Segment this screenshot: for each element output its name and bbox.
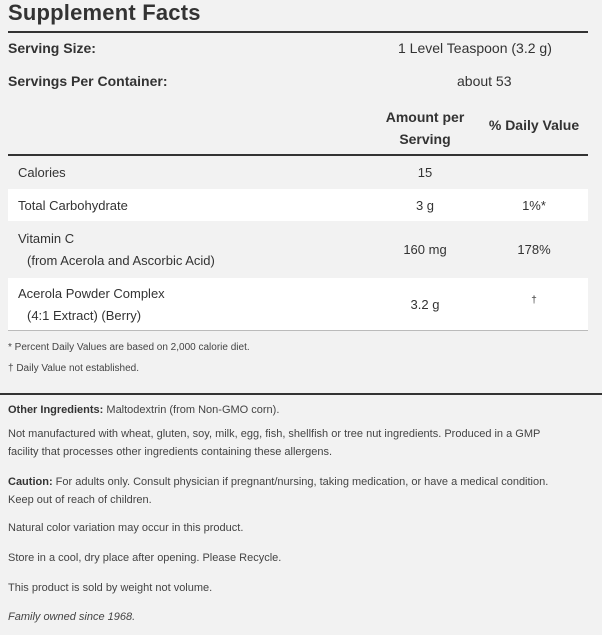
nutrient-amount: 15 [417, 165, 433, 180]
nutrient-daily-value: † [531, 295, 537, 306]
other-ingredients-label: Other Ingredients: [8, 404, 104, 416]
other-ingredients [8, 401, 572, 419]
color-variation-note: Natural color variation may occur in this product. [8, 522, 244, 534]
table-bottom-divider [8, 330, 588, 331]
nutrient-row-vitamin-c [8, 222, 588, 277]
caution-text: For adults only. Consult physician if pregnant/nursing, taking medication, or have a medical condition. Keep out of reach of children. [8, 476, 549, 506]
servings-per-container-row [8, 73, 588, 95]
nutrient-amount: 3.2 g [410, 297, 440, 312]
top-divider [8, 31, 588, 33]
daily-value-header: % Daily Value [488, 117, 580, 133]
nutrient-daily-value: 1%* [522, 198, 546, 213]
caution-label: Caution: [8, 476, 53, 488]
serving-size-row [8, 40, 588, 62]
nutrient-subtext: (from Acerola and Ascorbic Acid) [27, 253, 215, 268]
nutrient-amount: 160 mg [403, 242, 447, 257]
amount-per-serving-header [370, 106, 480, 150]
nutrient-name: Vitamin C [18, 231, 75, 246]
family-owned-text: Family owned since 1968. [8, 611, 136, 623]
nutrient-row-total-carbohydrate [8, 189, 588, 221]
other-ingredients-text: Maltodextrin (from Non-GMO corn). [106, 404, 280, 416]
family-owned-note [8, 608, 572, 626]
footnote-not-established: † Daily Value not established. [8, 363, 140, 374]
weight-note: This product is sold by weight not volume. [8, 582, 213, 594]
serving-size-value: 1 Level Teaspoon (3.2 g) [398, 40, 552, 56]
nutrient-name: Calories [18, 165, 66, 180]
caution-note [8, 473, 572, 509]
allergen-note: Not manufactured with wheat, gluten, soy, milk, egg, fish, shellfish or tree nut ingredients. Produced in a GMP facility that processes other ingredients containing these allergens. [8, 428, 541, 458]
panel-title: Supplement Facts [8, 0, 201, 25]
footnote-daily-values: * Percent Daily Values are based on 2,000 calorie diet. [8, 342, 250, 353]
servings-per-container-value: about 53 [457, 73, 512, 89]
nutrient-daily-value: 178% [517, 242, 551, 257]
nutrient-row-acerola-powder-complex [8, 278, 588, 330]
nutrient-subtext: (4:1 Extract) (Berry) [27, 308, 142, 323]
nutrient-row-calories [8, 156, 588, 188]
storage-note: Store in a cool, dry place after opening. Please Recycle. [8, 552, 282, 564]
nutrient-amount: 3 g [415, 198, 435, 213]
amount-header-line2: Serving [399, 131, 451, 147]
amount-header-line1: Amount per [385, 109, 465, 125]
nutrient-name: Acerola Powder Complex [18, 286, 165, 301]
servings-per-container-label: Servings Per Container: [8, 73, 168, 89]
serving-size-label: Serving Size: [8, 40, 96, 56]
nutrient-name: Total Carbohydrate [18, 198, 128, 213]
info-divider [0, 393, 602, 395]
